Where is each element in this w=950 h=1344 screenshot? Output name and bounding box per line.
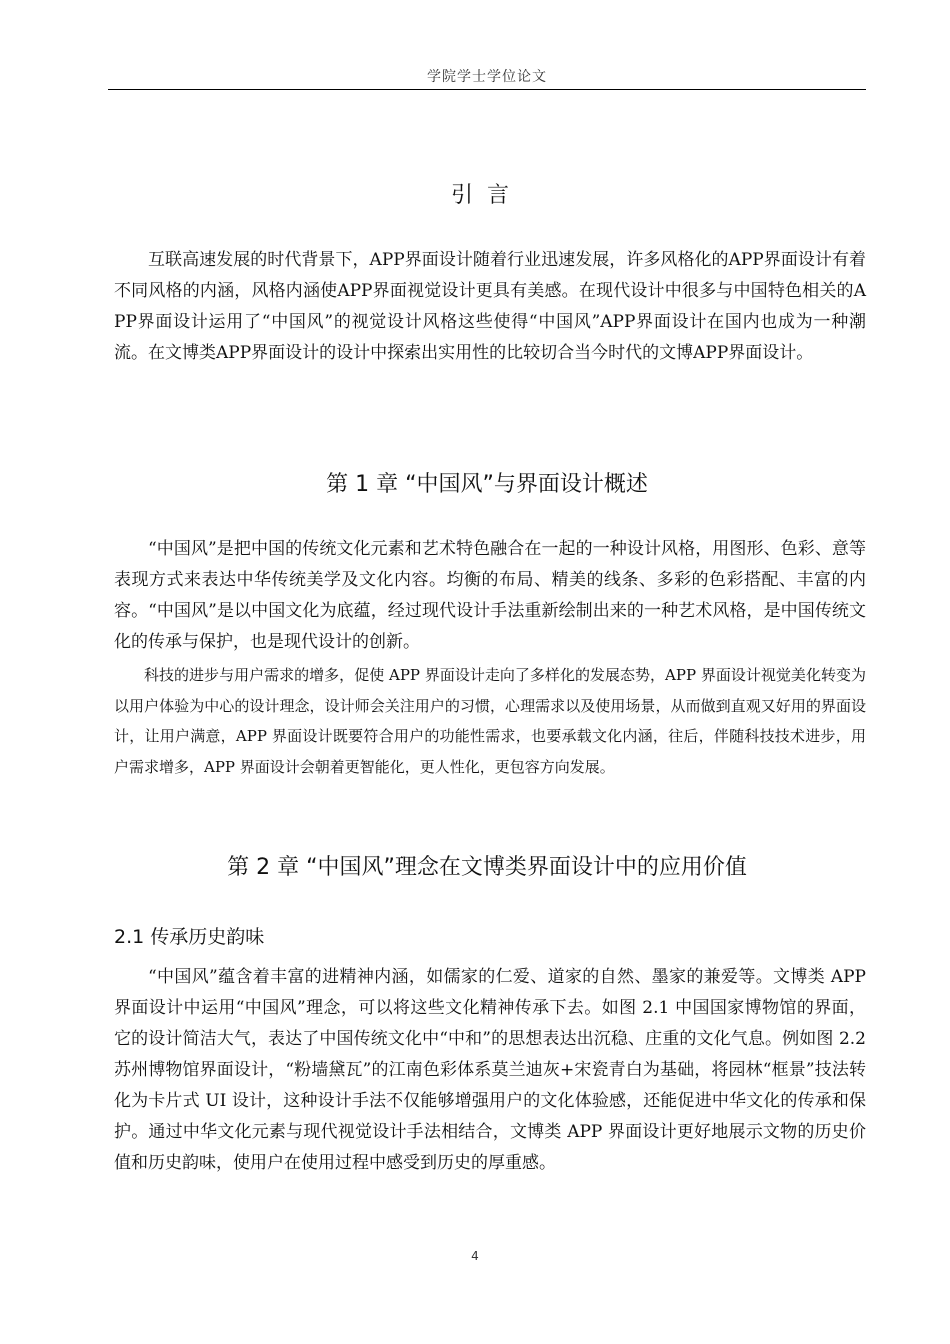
intro-paragraph: 互联高速发展的时代背景下，APP界面设计随着行业迅速发展，许多风格化的APP界面设计有着不同风格的内涵，风格内涵使APP界面视觉设计更具有美感。在现代设计中很多与中国特色相关的APP界面设计运用了“中国风”的视觉设计风格这些使得“中国风”APP界面设计在国内也成为一种潮流。在文博类APP界面设计的设计中探索出实用性的比较切合当今时代的文博APP界面设计。 xyxy=(114,250,866,363)
section-2-1-heading: 2.1 传承历史韵味 xyxy=(114,926,265,948)
intro-heading: 引言 xyxy=(450,183,523,208)
section-2-1-paragraph: “中国风”蕴含着丰富的进精神内涵，如儒家的仁爱、道家的自然、墨家的兼爱等。文博类 APP 界面设计中运用“中国风”理念，可以将这些文化精神传承下去。如图 2.1 中国国家博物馆的界面，它的设计简洁大气，表达了中国传统文化中“中和”的思想表达出沉稳、庄重的文化气息。例如图 2.2 苏州博物馆界面设计，“粉墙黛瓦”的江南色彩体系莫兰迪灰+宋瓷青白为基础，将园林“框景”技法转化为卡片式 UI 设计，这种设计手法不仅能够增强用户的文化体验感，还能促进中华文化的传承和保护。通过中华文化元素与现代视觉设计手法相结合，文博类 APP 界面设计更好地展示文物的历史价值和历史韵味，使用户在使用过程中感受到历史的厚重感。 xyxy=(114,967,866,1173)
page-number: 4 xyxy=(471,1249,479,1263)
chapter-1-heading: 第 1 章 “中国风”与界面设计概述 xyxy=(326,472,648,497)
chapter-2-heading: 第 2 章 “中国风”理念在文博类界面设计中的应用价值 xyxy=(227,855,747,880)
running-header: 学院学士学位论文 xyxy=(427,69,547,85)
chapter-1-paragraph-1: “中国风”是把中国的传统文化元素和艺术特色融合在一起的一种设计风格，用图形、色彩、意等表现方式来表达中华传统美学及文化内容。均衡的布局、精美的线条、多彩的色彩搭配、丰富的内容。“中国风”是以中国文化为底蕴，经过现代设计手法重新绘制出来的一种艺术风格，是中国传统文化的传承与保护，也是现代设计的创新。 xyxy=(114,539,866,652)
header-rule xyxy=(108,89,866,90)
chapter-1-paragraph-2: 科技的进步与用户需求的增多，促使 APP 界面设计走向了多样化的发展态势，APP 界面设计视觉美化转变为以用户体验为中心的设计理念，设计师会关注用户的习惯，心理需求以及使用场景，从而做到直观又好用的界面设计，让用户满意，APP 界面设计既要符合用户的功能性需求，也要承载文化内涵，往后，伴随科技技术进步，用户需求增多，APP 界面设计会朝着更智能化，更人性化，更包容方向发展。 xyxy=(114,666,866,776)
